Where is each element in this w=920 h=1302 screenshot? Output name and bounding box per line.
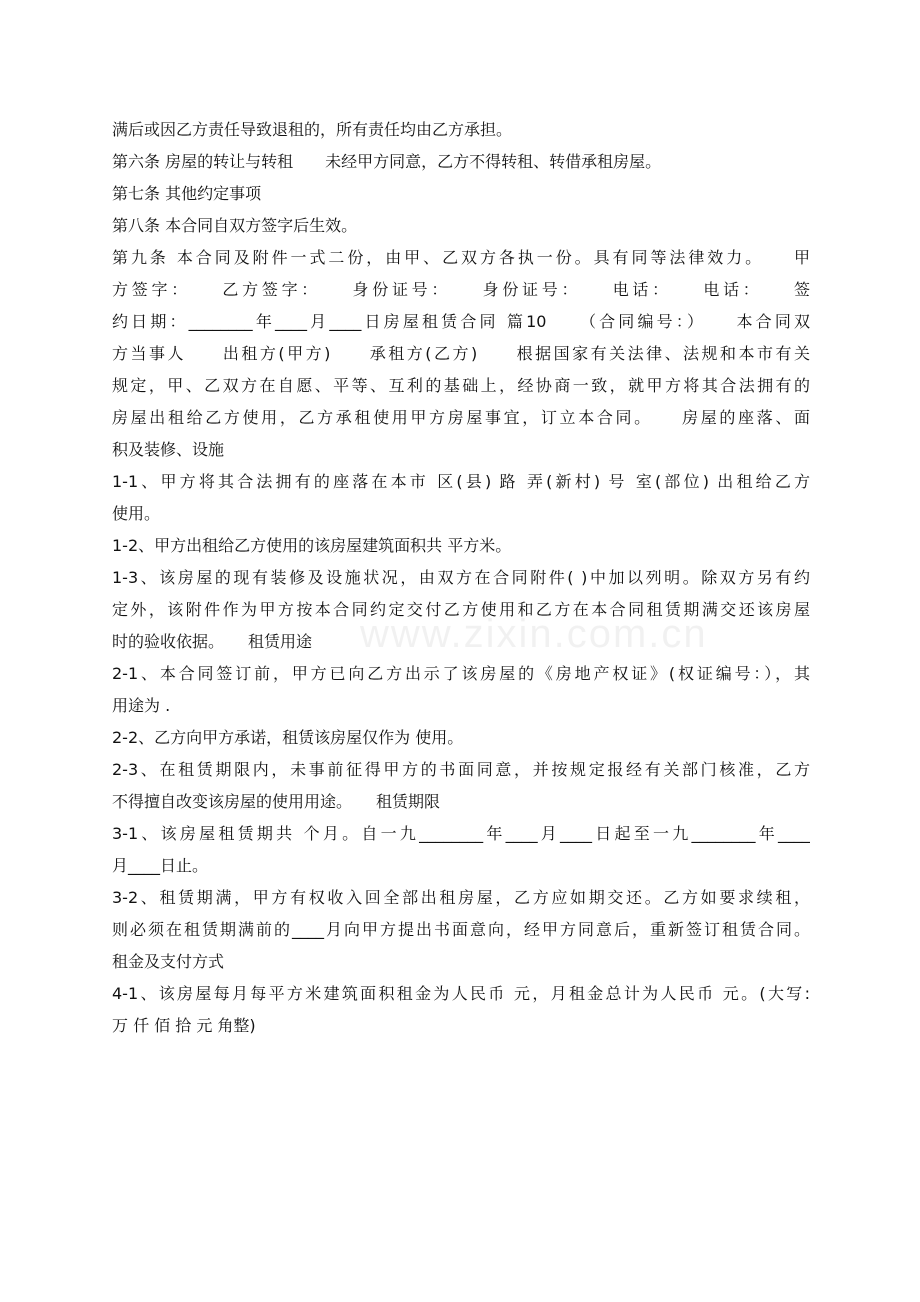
text-line: 满后或因乙方责任导致退租的，所有责任均由乙方承担。 (112, 120, 513, 139)
watermark-text: www.zixin.com.cn (360, 612, 708, 656)
text-line: 2-3、在租赁期限内，未事前征得甲方的书面同意，并按规定报经有关部门核准，乙方 (112, 760, 810, 779)
text-line: 方签字： 乙方签字： 身份证号： 身份证号： 电话： 电话： 签 (112, 280, 810, 299)
text-line: 4-1、该房屋每月每平方米建筑面积租金为人民币 元，月租金总计为人民币 元。(大写: (112, 984, 810, 1003)
text-line: 第六条 房屋的转让与转租 未经甲方同意，乙方不得转租、转借承租房屋。 (112, 152, 662, 171)
text-line: 月____日止。 (112, 856, 209, 875)
text-line: 规定，甲、乙双方在自愿、平等、互利的基础上，经协商一致，就甲方将其合法拥有的 (112, 376, 810, 395)
text-line: 万 仟 佰 拾 元 角整) (112, 1016, 256, 1035)
text-line: 房屋出租给乙方使用，乙方承租使用甲方房屋事宜，订立本合同。 房屋的座落、面 (112, 408, 810, 427)
text-line: 约日期：________年____月____日房屋租赁合同 篇10 （合同编号：） 本合同双 (112, 312, 810, 331)
text-line: 租金及支付方式 (112, 952, 225, 971)
text-line: 第九条 本合同及附件一式二份，由甲、乙双方各执一份。具有同等法律效力。 甲 (112, 248, 810, 267)
text-line: 1-1、甲方将其合法拥有的座落在本市 区(县) 路 弄(新村) 号 室(部位) 出租给乙方 (112, 472, 810, 491)
text-line: 使用。 (112, 504, 161, 523)
contract-text (112, 114, 810, 1042)
text-line: 第八条 本合同自双方签字后生效。 (112, 216, 358, 235)
text-line: 1-2、甲方出租给乙方使用的该房屋建筑面积共 平方米。 (112, 536, 512, 555)
text-line: 则必须在租赁期满前的____月向甲方提出书面意向，经甲方同意后，重新签订租赁合同。 (112, 920, 810, 939)
text-line: 定外，该附件作为甲方按本合同约定交付乙方使用和乙方在本合同租赁期满交还该房屋 (112, 600, 810, 619)
text-line: 第七条 其他约定事项 (112, 184, 262, 203)
text-line: 不得擅自改变该房屋的使用用途。 租赁期限 (112, 792, 441, 811)
text-line: 积及装修、设施 (112, 440, 225, 459)
text-line: 用途为 . (112, 696, 171, 715)
text-line: 3-2、租赁期满，甲方有权收入回全部出租房屋，乙方应如期交还。乙方如要求续租， (112, 888, 810, 907)
text-line: 2-2、乙方向甲方承诺，租赁该房屋仅作为 使用。 (112, 728, 464, 747)
text-line: 方当事人 出租方(甲方) 承租方(乙方) 根据国家有关法律、法规和本市有关 (112, 344, 810, 363)
text-line: 时的验收依据。 租赁用途 (112, 632, 313, 651)
text-line: 1-3、该房屋的现有装修及设施状况，由双方在合同附件( )中加以列明。除双方另有约 (112, 568, 810, 587)
text-line: 3-1、该房屋租赁期共 个月。自一九________年____月____日起至一九________年____ (112, 824, 810, 843)
text-line: 2-1、本合同签订前，甲方已向乙方出示了该房屋的《房地产权证》(权证编号：），其 (112, 664, 810, 683)
